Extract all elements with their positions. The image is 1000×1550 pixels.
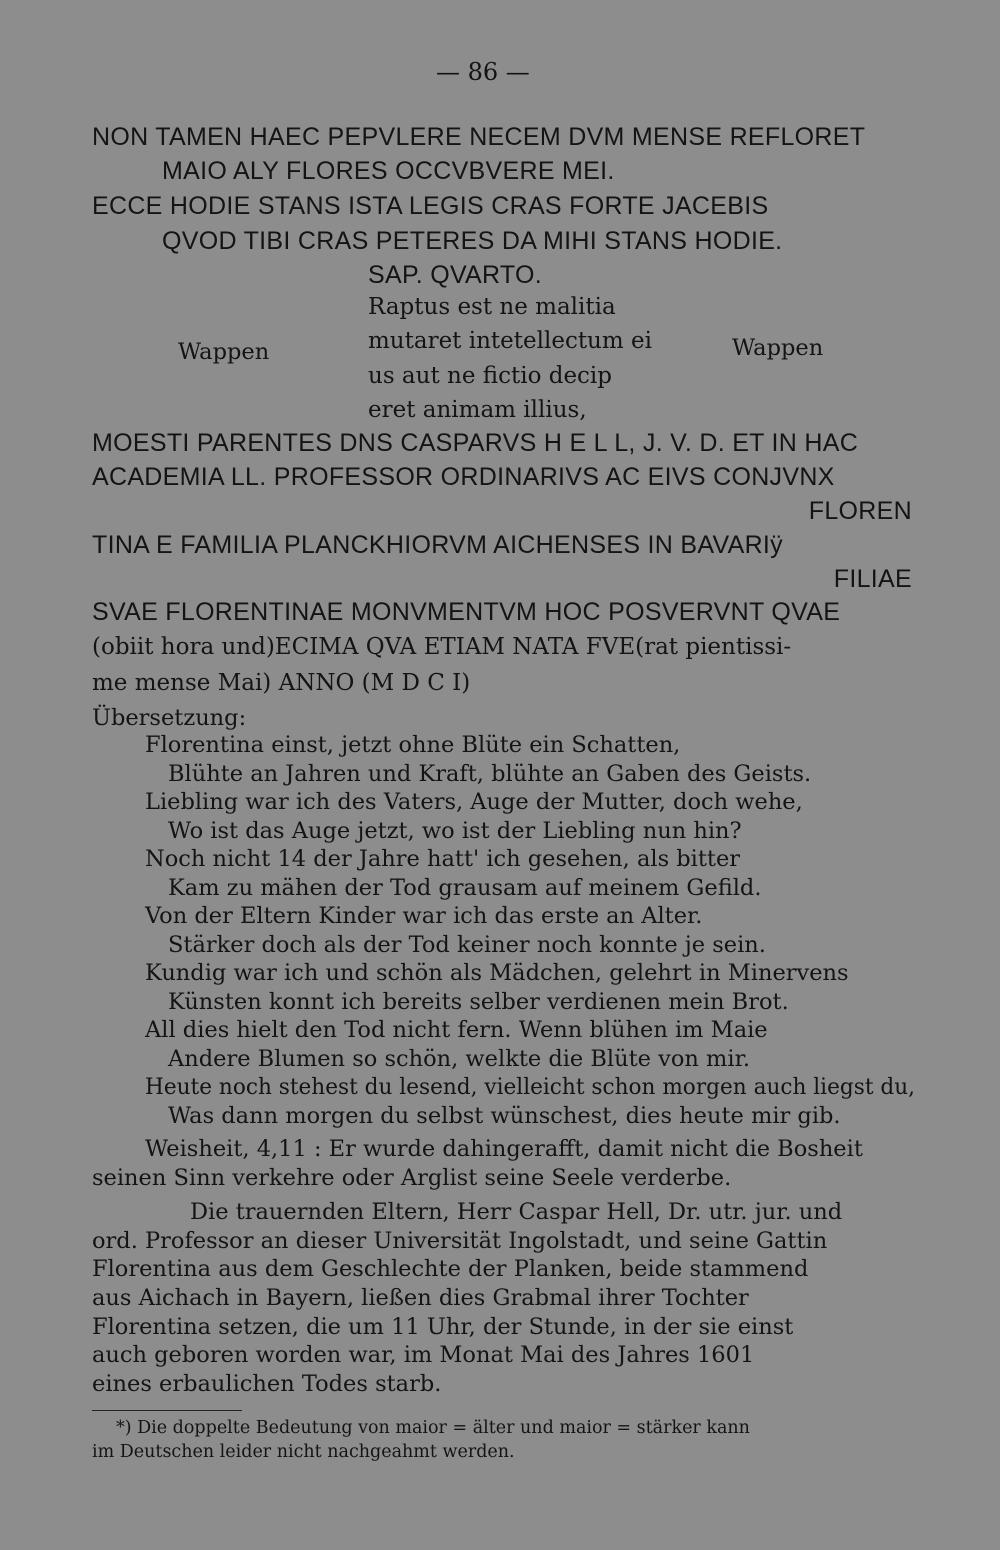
translation-line: Andere Blumen so schön, welkte die Blüte von mir. bbox=[168, 1046, 751, 1072]
inscription-line: FILIAE bbox=[833, 565, 912, 593]
wisdom-line: seinen Sinn verkehre oder Arglist seine Seele verderbe. bbox=[92, 1165, 732, 1191]
inscription-line: FLOREN bbox=[808, 497, 912, 525]
translation-line: All dies hielt den Tod nicht fern. Wenn blühen im Maie bbox=[145, 1017, 768, 1043]
parents-line: auch geboren worden war, im Monat Mai des Jahres 1601 bbox=[92, 1342, 755, 1368]
inscription-line: MOESTI PARENTES DNS CASPARVS H E L L, J. V. D. ET IN HAC bbox=[92, 429, 859, 457]
epitaph-line: SAP. QVARTO. bbox=[368, 261, 543, 289]
verse-line: Raptus est ne malitia bbox=[368, 294, 616, 320]
translation-line: Kam zu mähen der Tod grausam auf meinem Gefild. bbox=[168, 875, 762, 901]
footnote-line: *) Die doppelte Bedeutung von maior = älter und maior = stärker kann bbox=[116, 1418, 750, 1438]
parents-line: eines erbaulichen Todes starb. bbox=[92, 1371, 442, 1397]
translation-line: Wo ist das Auge jetzt, wo ist der Liebling nun hin? bbox=[168, 818, 742, 844]
parents-line: aus Aichach in Bayern, ließen dies Grabmal ihrer Tochter bbox=[92, 1285, 749, 1311]
epitaph-line: ECCE HODIE STANS ISTA LEGIS CRAS FORTE JACEBIS bbox=[92, 192, 769, 220]
translation-line: Kundig war ich und schön als Mädchen, gelehrt in Minervens bbox=[145, 960, 849, 986]
translation-line: Blühte an Jahren und Kraft, blühte an Gaben des Geists. bbox=[168, 761, 812, 787]
inscription-line: (obiit hora und)ECIMA QVA ETIAM NATA FVE(rat pientissi- bbox=[92, 634, 792, 660]
epitaph-line: NON TAMEN HAEC PEPVLERE NECEM DVM MENSE REFLORET bbox=[92, 123, 866, 151]
parents-line: Die trauernden Eltern, Herr Caspar Hell, Dr. utr. jur. und bbox=[190, 1199, 843, 1225]
footnote-rule bbox=[92, 1410, 242, 1411]
page-number: — 86 — bbox=[436, 58, 530, 86]
epitaph-line: QVOD TIBI CRAS PETERES DA MIHI STANS HODIE. bbox=[162, 227, 783, 255]
translation-heading: Übersetzung: bbox=[92, 705, 247, 731]
verse-line: eret animam illius, bbox=[368, 397, 587, 423]
translation-line: Noch nicht 14 der Jahre hatt' ich gesehen, als bitter bbox=[145, 846, 741, 872]
translation-line: Was dann morgen du selbst wünschest, dies heute mir gib. bbox=[168, 1103, 841, 1129]
epitaph-line: MAIO ALY FLORES OCCVBVERE MEI. bbox=[162, 157, 615, 185]
parents-line: Florentina aus dem Geschlechte der Planken, beide stammend bbox=[92, 1256, 809, 1282]
translation-line: Florentina einst, jetzt ohne Blüte ein Schatten, bbox=[145, 732, 681, 758]
translation-line: Künsten konnt ich bereits selber verdienen mein Brot. bbox=[168, 989, 789, 1015]
translation-line: Stärker doch als der Tod keiner noch konnte je sein. bbox=[168, 932, 766, 958]
footnote-line: im Deutschen leider nicht nachgeahmt werden. bbox=[92, 1442, 515, 1462]
verse-line: us aut ne fictio decip bbox=[368, 363, 613, 389]
parents-line: Florentina setzen, die um 11 Uhr, der Stunde, in der sie einst bbox=[92, 1314, 794, 1340]
inscription-line: me mense Mai) ANNO (M D C I) bbox=[92, 670, 471, 696]
translation-line: Heute noch stehest du lesend, vielleicht schon morgen auch liegst du, bbox=[145, 1074, 915, 1100]
inscription-line: ACADEMIA LL. PROFESSOR ORDINARIVS AC EIVS CONJVNX bbox=[92, 463, 835, 491]
verse-line: mutaret intetellectum ei bbox=[368, 328, 652, 354]
wappen-left-label: Wappen bbox=[178, 339, 270, 365]
inscription-line: TINA E FAMILIA PLANCKHIORVM AICHENSES IN BAVARIÿ bbox=[92, 531, 783, 559]
inscription-line: SVAE FLORENTINAE MONVMENTVM HOC POSVERVNT QVAE bbox=[92, 598, 841, 626]
translation-line: Liebling war ich des Vaters, Auge der Mutter, doch wehe, bbox=[145, 789, 803, 815]
translation-line: Von der Eltern Kinder war ich das erste an Alter. bbox=[145, 903, 703, 929]
wisdom-line: Weisheit, 4,11 : Er wurde dahingerafft, damit nicht die Bosheit bbox=[145, 1136, 863, 1162]
parents-line: ord. Professor an dieser Universität Ingolstadt, und seine Gattin bbox=[92, 1228, 828, 1254]
wappen-right-label: Wappen bbox=[732, 335, 824, 361]
